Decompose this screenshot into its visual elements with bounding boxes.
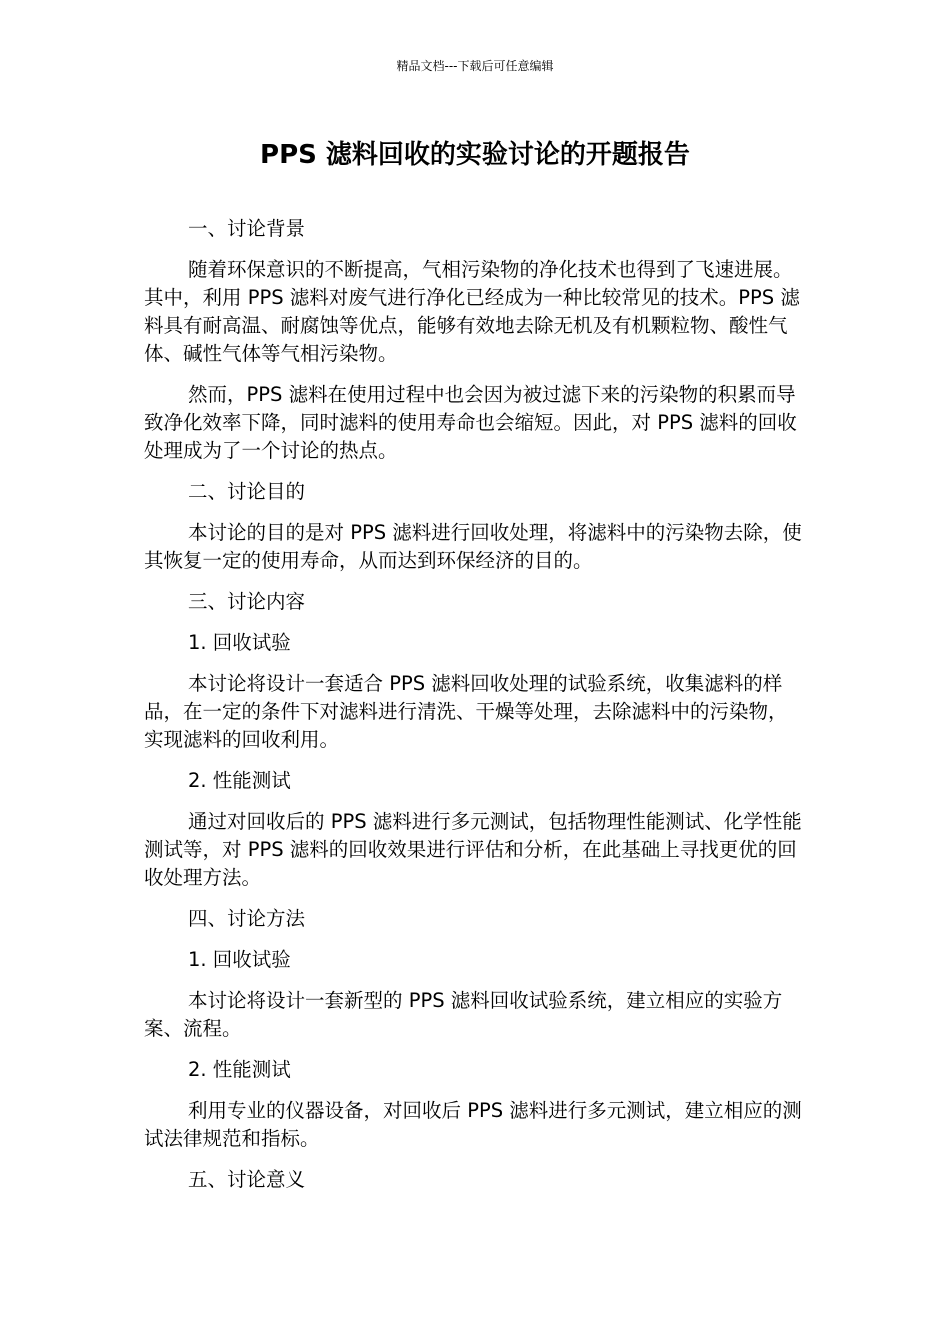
paragraph-background-1: 随着环保意识的不断提高，气相污染物的净化技术也得到了飞速进展。其中，利用 PPS 滤料对废气进行净化已经成为一种比较常见的技术。PPS 滤料具有耐高温、耐腐蚀等优点，能够有效地去除无机及有机颗粒物、酸性气体、碱性气体等气相污染物。 [144,258,800,365]
section-heading-content: 三、讨论内容 [188,590,306,613]
page-header: 精品文档---下载后可任意编辑 [396,59,554,73]
document-title: PPS 滤料回收的实验讨论的开题报告 [260,140,690,170]
paragraph-background-2: 然而，PPS 滤料在使用过程中也会因为被过滤下来的污染物的积累而导致净化效率下降，同时滤料的使用寿命也会缩短。因此，对 PPS 滤料的回收处理成为了一个讨论的热点。 [144,383,797,462]
section-heading-significance: 五、讨论意义 [188,1168,306,1191]
document-body [144,215,806,1207]
section-heading-purpose: 二、讨论目的 [188,480,306,503]
section-heading-background: 一、讨论背景 [188,217,306,240]
paragraph-method-recycling: 本讨论将设计一套新型的 PPS 滤料回收试验系统，建立相应的实验方案、流程。 [144,989,783,1040]
paragraph-performance-test: 通过对回收后的 PPS 滤料进行多元测试，包括物理性能测试、化学性能测试等，对 PPS 滤料的回收效果进行评估和分析，在此基础上寻找更优的回收处理方法。 [144,810,802,889]
subheading-recycling-test: 1. 回收试验 [188,631,291,654]
subheading-performance-test: 2. 性能测试 [188,769,291,792]
paragraph-recycling-test: 本讨论将设计一套适合 PPS 滤料回收处理的试验系统，收集滤料的样品，在一定的条件下对滤料进行清洗、干燥等处理，去除滤料中的污染物，实现滤料的回收利用。 [144,672,788,751]
subheading-method-performance: 2. 性能测试 [188,1058,291,1081]
subheading-method-recycling: 1. 回收试验 [188,948,291,971]
paragraph-method-performance: 利用专业的仪器设备，对回收后 PPS 滤料进行多元测试，建立相应的测试法律规范和指标。 [144,1099,802,1150]
section-heading-method: 四、讨论方法 [188,907,306,930]
paragraph-purpose: 本讨论的目的是对 PPS 滤料进行回收处理，将滤料中的污染物去除，使其恢复一定的使用寿命，从而达到环保经济的目的。 [144,521,802,572]
